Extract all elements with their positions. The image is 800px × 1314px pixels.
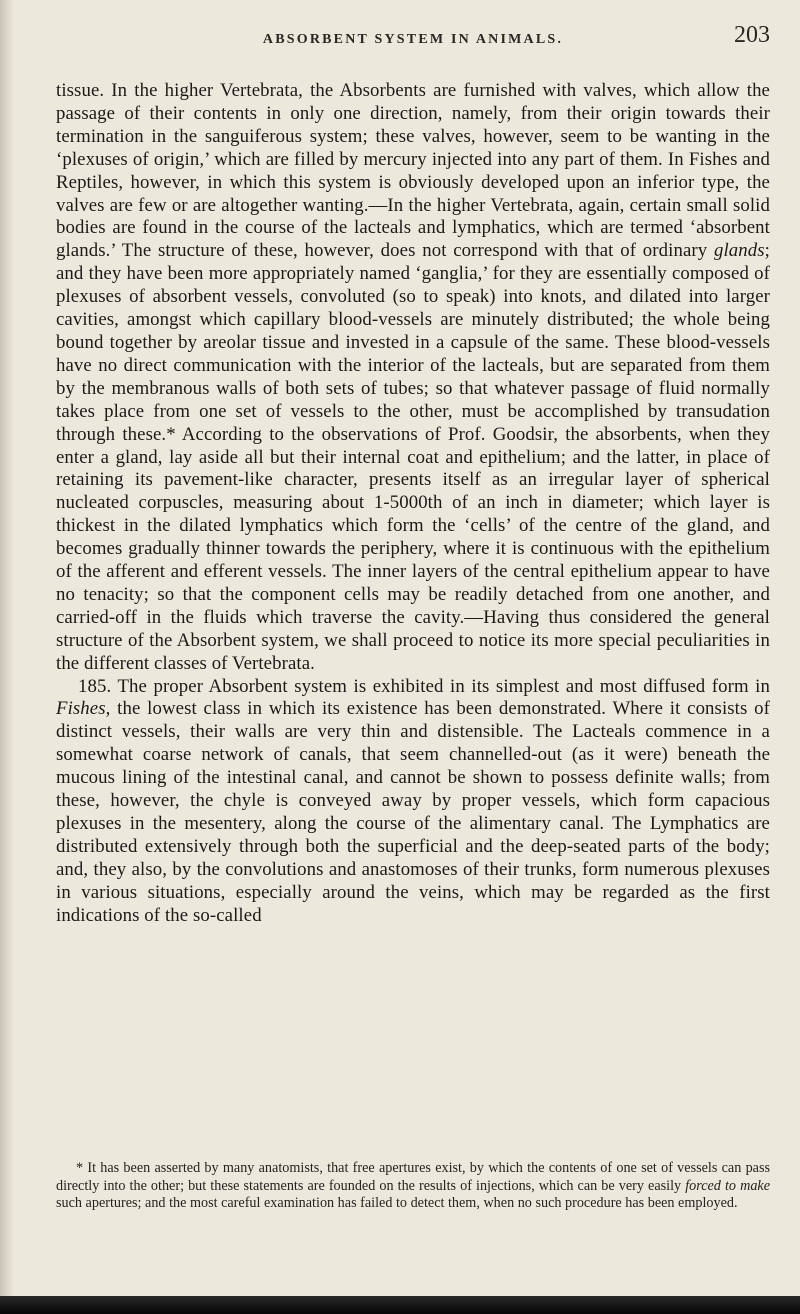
footnote-text-a: * It has been asserted by many anatomists, that free apertures exist, by which the contents of one set of vessels can pass directly into the other; but these statements are founded on the results of injections, which can be very easily [56, 1160, 770, 1194]
paragraph-2-italic-fishes: Fishes [56, 698, 106, 720]
page-header [56, 22, 770, 62]
running-head: ABSORBENT SYSTEM IN ANIMALS. [262, 32, 564, 47]
paragraph-2-text-a: 185. The proper Absorbent system is exhibited in its simplest and most diffused form in [78, 675, 770, 697]
paragraph-1-italic-glands: glands [713, 240, 765, 262]
page-number: 203 [734, 22, 770, 48]
paragraph-2-text-b: , the lowest class in which its existence has been demonstrated. Where it consists of distinct vessels, their walls are very thin and distensible. The Lacteals commence in a somewhat coarse network of canals, that seem channelled-out (as it were) beneath the mucous lining of the intestinal canal, and cannot be shown to possess definite walls; from these, however, the chyle is conveyed away by proper vessels, which form capacious plexuses in the mesentery, along the course of the alimentary canal. The Lymphatics are distributed extensively through both the superficial and the deep-seated parts of the body; and, they also, by the convolutions and anastomoses of their trunks, form numerous plexuses in various situations, especially around the veins, which may be regarded as the first indications of the so-called [56, 698, 770, 926]
paragraph-185 [56, 676, 770, 928]
footnote [56, 1160, 770, 1213]
footnote-text-b: such apertures; and the most careful examination has failed to detect them, when no such procedure has been employed. [56, 1195, 738, 1212]
paragraph-1-text-b: ; and they have been more appropriately named ‘ganglia,’ for they are essentially composed of plexuses of absorbent vessels, convoluted (so to speak) into knots, and dilated into larger cavities, amongst which capillary blood-vessels are minutely distributed; the whole being bound together by areolar tissue and invested in a capsule of the same. These blood-vessels have no direct communication with the interior of the lacteals, but are separated from them by the membranous walls of both sets of tubes; so that whatever passage of fluid normally takes place from one set of vessels to the other, must be accomplished by transudation through these.* According to the observations of Prof. Goodsir, the absorbents, when they enter a gland, lay aside all but their internal coat and epithelium; and the latter, in place of retaining its pavement-like character, presents itself as an irregular layer of spherical nucleated corpuscles, measuring about 1-5000th of an inch in diameter; which layer is thickest in the dilated lymphatics which form the ‘cells’ of the centre of the gland, and becomes gradually thinner towards the periphery, where it is continuous with the epithelium of the afferent and efferent vessels. The inner layers of the central epithelium appear to have no tenacity; so that the component cells may be readily detached from one another, and carried-off in the fluids which traverse the cavity.—Having thus considered the general structure of the Absorbent system, we shall proceed to notice its more special peculiarities in the different classes of Vertebrata. [56, 240, 770, 674]
body-text [56, 80, 770, 928]
footnote-italic: forced to make [685, 1177, 771, 1194]
page-gutter-shadow [0, 0, 14, 1314]
scan-bottom-edge [0, 1296, 800, 1314]
paragraph-1-text-a: tissue. In the higher Vertebrata, the Absorbents are furnished with valves, which allow the passage of their contents in only one direction, namely, from their origin towards their termination in the sanguiferous system; these valves, however, seem to be wanting in the ‘plexuses of origin,’ which are filled by mercury injected into any part of them. In Fishes and Reptiles, however, in which this system is obviously developed upon an inferior type, the valves are few or are altogether wanting.—In the higher Vertebrata, again, certain small solid bodies are found in the course of the lacteals and lymphatics, which are termed ‘absorbent glands.’ The structure of these, however, does not correspond with that of ordinary [56, 80, 770, 262]
paragraph-continued [56, 80, 770, 676]
